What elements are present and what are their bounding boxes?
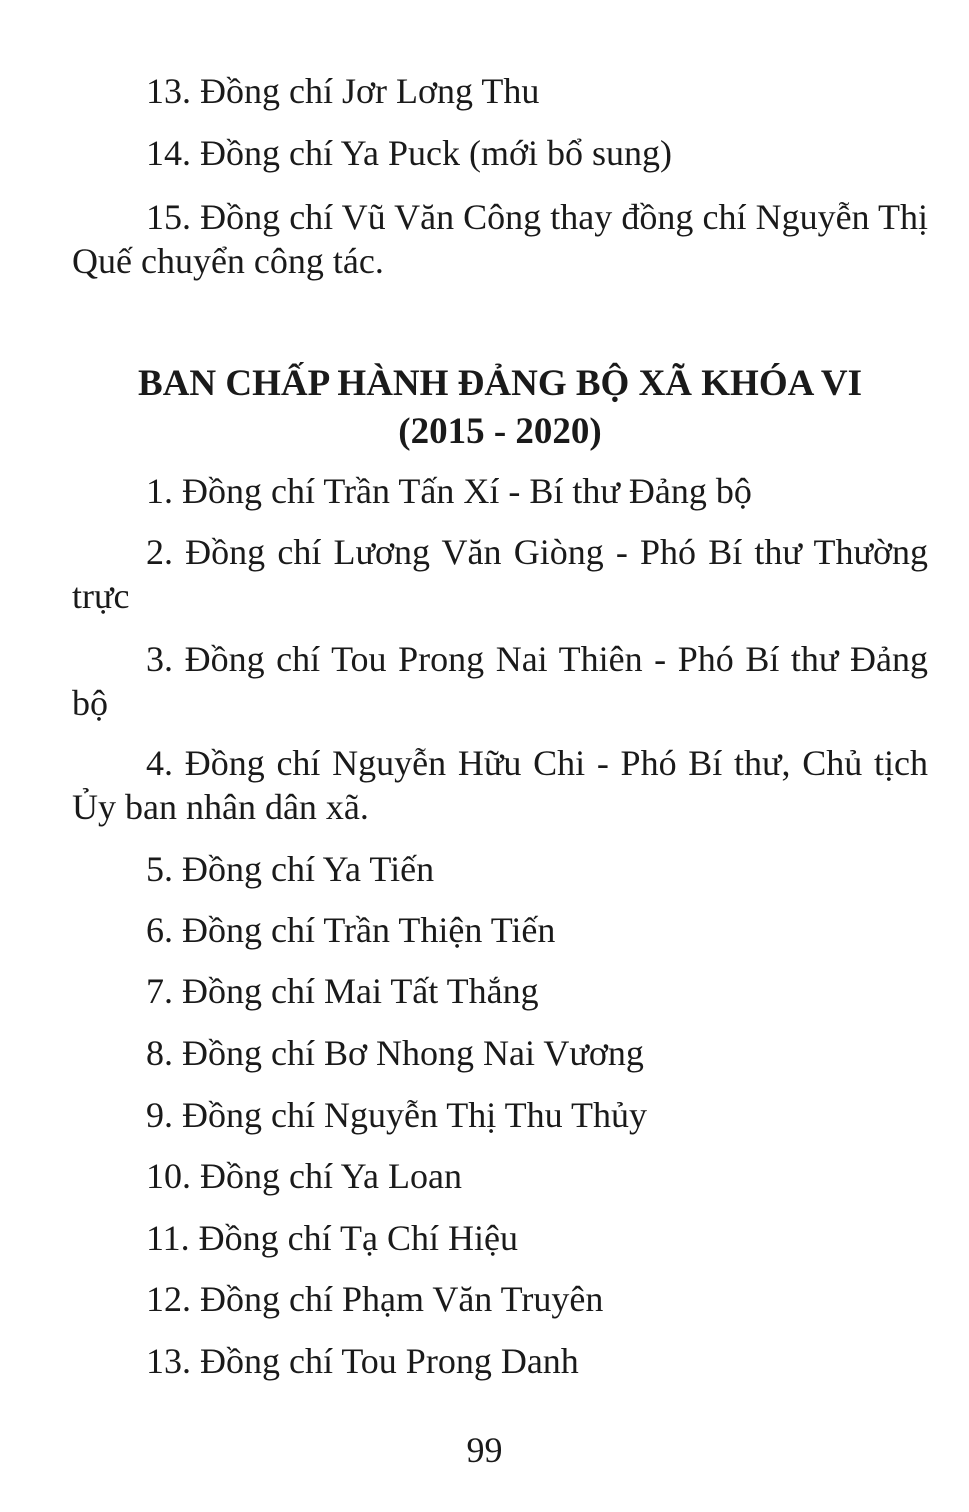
prev-item-13: 13. Đồng chí Jơr Lơng Thu [146,71,540,111]
list-item-11: 11. Đồng chí Tạ Chí Hiệu [146,1218,518,1258]
list-item-4: 4. Đồng chí Nguyễn Hữu Chi - Phó Bí thư, Chủ tịch Ủy ban nhân dân xã. [72,743,928,827]
prev-item-15: 15. Đồng chí Vũ Văn Công thay đồng chí Nguyễn Thị Quế chuyển công tác. [72,197,928,281]
list-item-3: 3. Đồng chí Tou Prong Nai Thiên - Phó Bí thư Đảng bộ [72,639,928,723]
page-number: 99 [466,1430,503,1470]
list-item-10: 10. Đồng chí Ya Loan [146,1156,462,1196]
list-item-12: 12. Đồng chí Phạm Văn Truyên [146,1279,604,1319]
section-title: BAN CHẤP HÀNH ĐẢNG BỘ XÃ KHÓA VI [138,363,862,404]
list-item-2: 2. Đồng chí Lương Văn Giòng - Phó Bí thư Thường trực [72,532,928,616]
list-item-1: 1. Đồng chí Trần Tấn Xí - Bí thư Đảng bộ [146,471,752,511]
prev-item-14: 14. Đồng chí Ya Puck (mới bổ sung) [146,133,673,173]
list-item-8: 8. Đồng chí Bơ Nhong Nai Vương [146,1033,644,1073]
list-item-5: 5. Đồng chí Ya Tiến [146,849,435,889]
list-item-7: 7. Đồng chí Mai Tất Thắng [146,971,539,1011]
list-item-9: 9. Đồng chí Nguyễn Thị Thu Thủy [146,1095,647,1135]
section-subtitle: (2015 - 2020) [398,411,602,452]
list-item-6: 6. Đồng chí Trần Thiện Tiến [146,910,556,950]
list-item-13: 13. Đồng chí Tou Prong Danh [146,1341,579,1381]
